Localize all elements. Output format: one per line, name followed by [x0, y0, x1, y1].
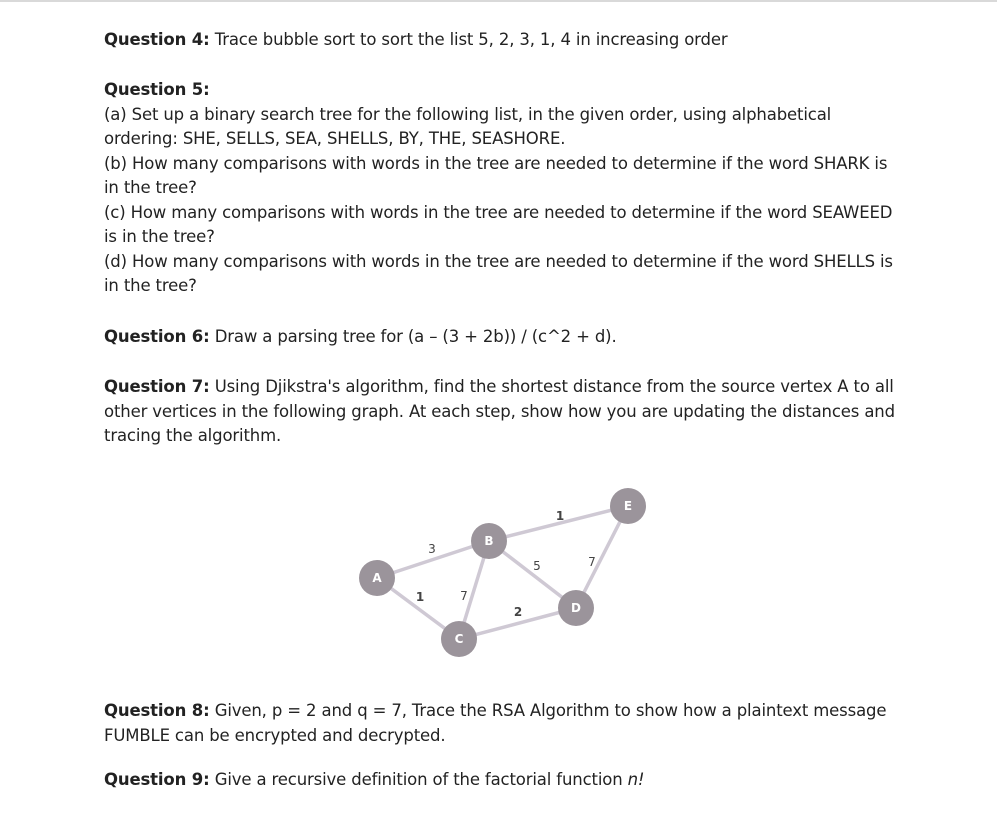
- question-8-paragraph: [104, 699, 924, 748]
- question-9-text: Give a recursive definition of the factorial function: [209, 770, 628, 789]
- node-a-label: A: [372, 571, 382, 585]
- weight-a-c: 1: [415, 590, 425, 604]
- question-4: [104, 28, 904, 53]
- weight-d-e: 7: [588, 555, 596, 569]
- question-7-text: Using Djikstra's algorithm, find the shortest distance from the source vertex A to all other vertices in the following graph. At each step, show how you are updating the distances and tracing the algorithm.: [104, 377, 895, 445]
- weight-b-d: 5: [533, 559, 541, 573]
- node-d-label: D: [571, 601, 581, 615]
- question-4-text: Trace bubble sort to sort the list 5, 2, 3, 1, 4 in increasing order: [209, 30, 728, 49]
- node-e-label: E: [623, 499, 633, 513]
- question-8: [104, 699, 924, 748]
- question-9: [104, 768, 904, 793]
- top-divider: [0, 0, 997, 2]
- question-7-paragraph: [104, 375, 904, 449]
- question-9-label: Question 9:: [104, 770, 210, 789]
- question-5-part-b: (b) How many comparisons with words in the tree are needed to determine if the word SHARK is in the tree?: [104, 153, 888, 197]
- question-7: [104, 375, 904, 449]
- weight-a-b: 3: [428, 542, 436, 556]
- weight-c-d: 2: [513, 605, 523, 619]
- question-4-paragraph: [104, 28, 904, 53]
- question-4-label: Question 4:: [104, 30, 210, 49]
- question-6-label: Question 6:: [104, 327, 210, 346]
- question-5-part-c: (c) How many comparisons with words in the tree are needed to determine if the word SEAWEED is in the tree?: [104, 202, 893, 246]
- question-7-label: Question 7:: [104, 377, 210, 396]
- question-8-text: Given, p = 2 and q = 7, Trace the RSA Algorithm to show how a plaintext message FUMBLE can be encrypted and decrypted.: [104, 701, 887, 745]
- weighted-graph-diagram: [340, 480, 660, 680]
- question-9-paragraph: [104, 768, 904, 793]
- node-c-label: C: [454, 632, 464, 646]
- weight-b-c: 7: [460, 589, 468, 603]
- question-6: [104, 325, 904, 350]
- question-6-paragraph: [104, 325, 904, 350]
- weight-b-e: 1: [555, 509, 565, 523]
- question-5-label: Question 5:: [104, 80, 210, 99]
- question-8-label: Question 8:: [104, 701, 210, 720]
- question-5-heading: [104, 78, 904, 103]
- question-9-variable: n!: [627, 770, 645, 789]
- question-5: [104, 78, 904, 299]
- question-5-part-d: (d) How many comparisons with words in the tree are needed to determine if the word SHELLS is in the tree?: [104, 251, 893, 295]
- node-b-label: B: [484, 534, 494, 548]
- question-5-part-a: (a) Set up a binary search tree for the following list, in the given order, using alphabetical ordering: SHE, SELLS, SEA, SHELLS, BY, THE, SEASHORE.: [104, 104, 832, 148]
- question-6-text: Draw a parsing tree for (a – (3 + 2b)) / (c^2 + d).: [209, 327, 617, 346]
